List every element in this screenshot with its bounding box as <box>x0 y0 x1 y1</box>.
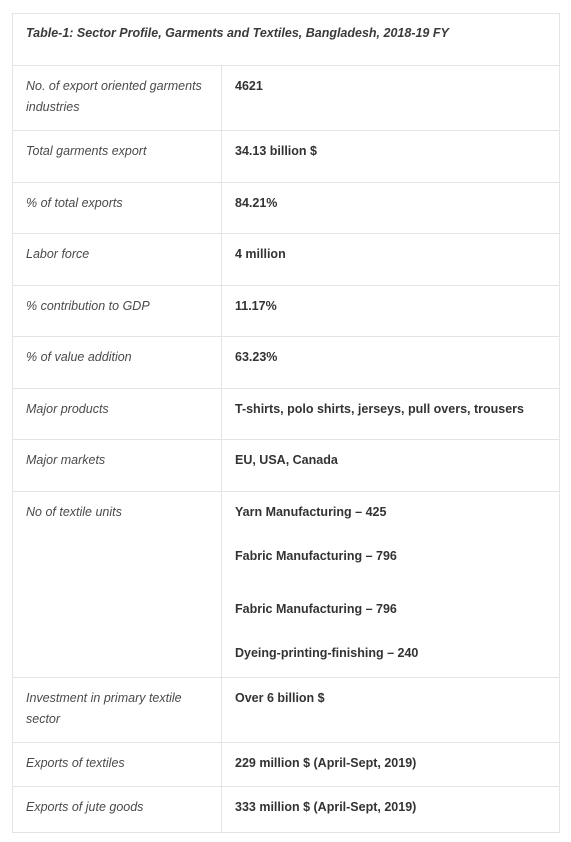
row-value: T-shirts, polo shirts, jerseys, pull overs, trousers <box>235 402 524 416</box>
textile-unit-item: Yarn Manufacturing – 425 <box>235 505 387 519</box>
row-value: 63.23% <box>235 350 278 364</box>
table-row <box>13 389 559 440</box>
row-label: Investment in primary textile sector <box>13 678 222 742</box>
row-value-list <box>222 492 559 660</box>
table-row <box>13 234 559 286</box>
textile-unit-item: Fabric Manufacturing – 796 <box>235 549 397 563</box>
row-value: 11.17% <box>235 299 277 313</box>
table-row <box>13 131 559 183</box>
table-row <box>13 743 559 787</box>
row-label: No of textile units <box>13 492 222 677</box>
row-label: Exports of textiles <box>13 743 222 786</box>
table-row <box>13 286 559 337</box>
row-label: Major products <box>13 389 222 439</box>
table-caption: Table-1: Sector Profile, Garments and Textiles, Bangladesh, 2018-19 FY <box>13 14 559 66</box>
row-label: Labor force <box>13 234 222 285</box>
row-value: Over 6 billion $ <box>235 691 325 705</box>
table-row <box>13 678 559 743</box>
row-label: Exports of jute goods <box>13 787 222 832</box>
textile-unit-item: Fabric Manufacturing – 796 <box>235 602 397 616</box>
row-label: % contribution to GDP <box>13 286 222 336</box>
row-value: 229 million $ (April-Sept, 2019) <box>235 756 417 770</box>
row-label: No. of export oriented garments industries <box>13 66 222 130</box>
row-label: % of value addition <box>13 337 222 388</box>
row-value: 4621 <box>235 79 263 93</box>
row-value: 34.13 billion $ <box>235 144 317 158</box>
table-row <box>13 183 559 234</box>
row-label: Major markets <box>13 440 222 491</box>
sector-profile-table <box>12 13 560 833</box>
row-label: Total garments export <box>13 131 222 182</box>
textile-unit-item: Dyeing-printing-finishing – 240 <box>235 646 419 660</box>
table-row <box>13 492 559 678</box>
table-row <box>13 787 559 832</box>
row-value: 84.21% <box>235 196 278 210</box>
row-value: 333 million $ (April-Sept, 2019) <box>235 800 417 814</box>
row-value: 4 million <box>235 247 286 261</box>
row-value: EU, USA, Canada <box>235 453 338 467</box>
row-label: % of total exports <box>13 183 222 233</box>
table-row <box>13 66 559 131</box>
table-row <box>13 337 559 389</box>
table-row <box>13 440 559 492</box>
